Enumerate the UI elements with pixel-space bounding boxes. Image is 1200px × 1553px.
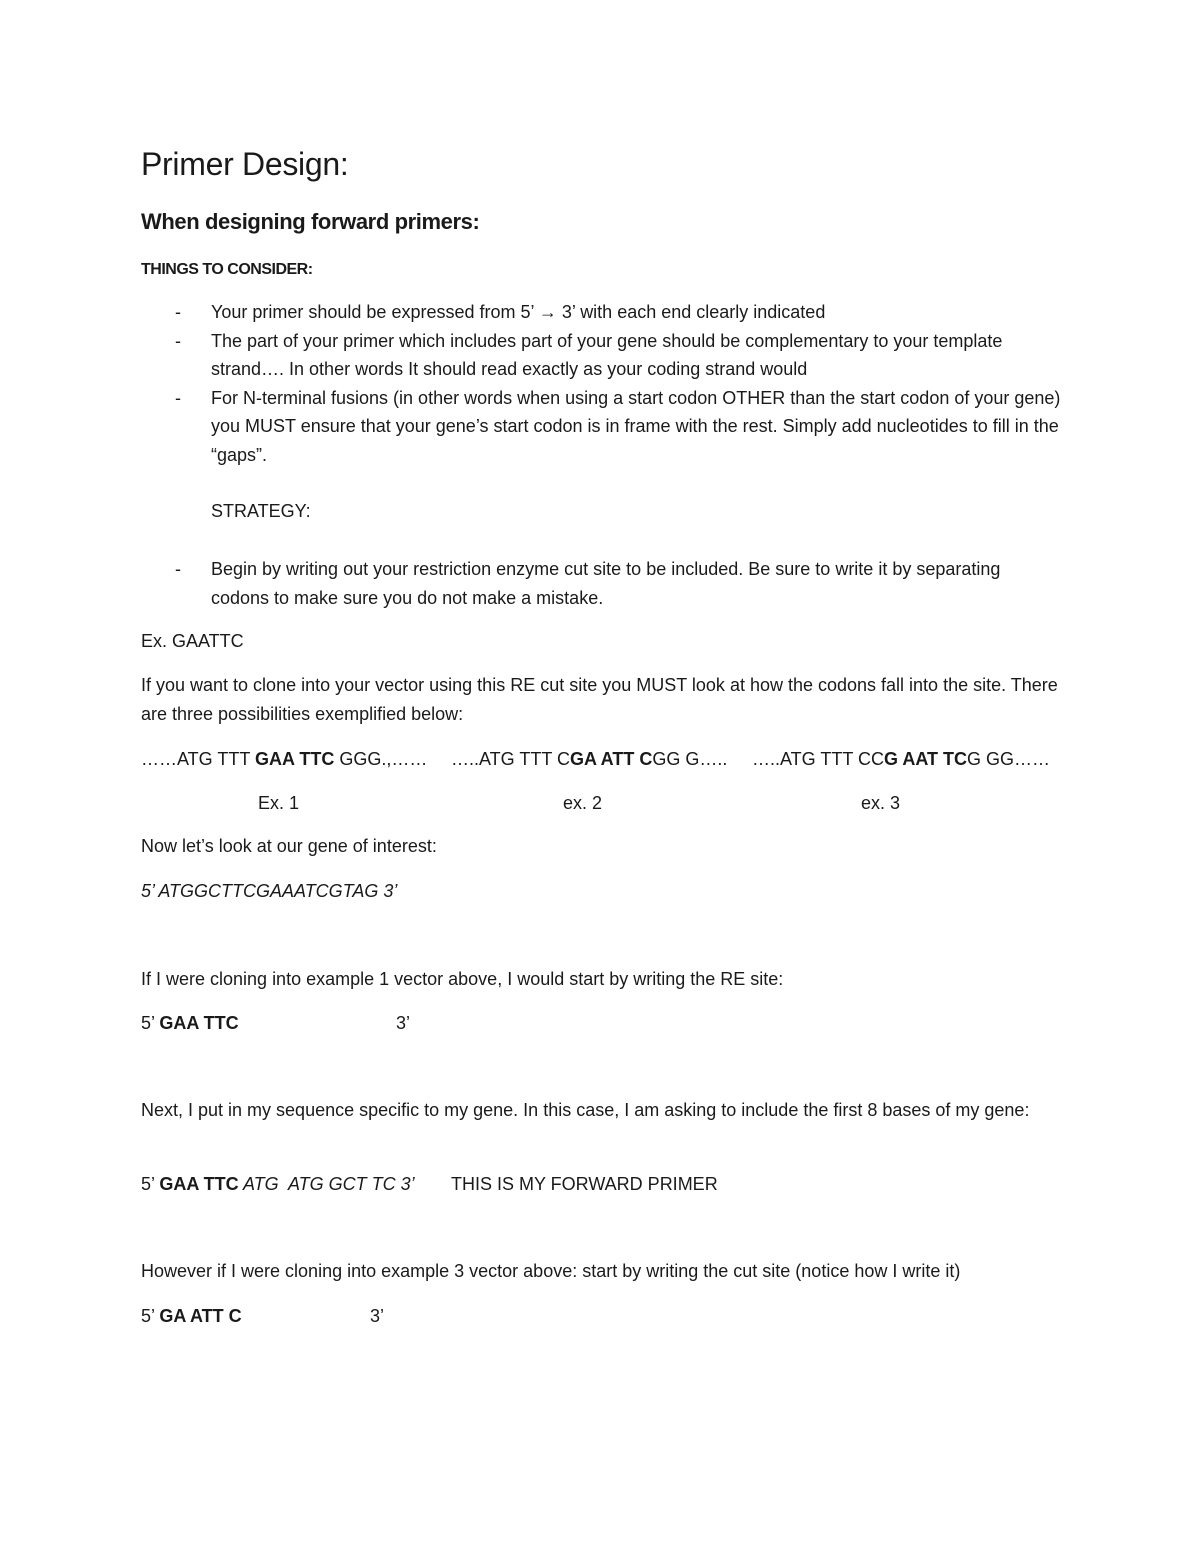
example1-intro: If I were cloning into example 1 vector above, I would start by writing the RE site: <box>141 969 784 989</box>
example-sequence-3 <box>752 745 1050 773</box>
bullet-dash: - <box>175 302 181 322</box>
clone-paragraph: If you want to clone into your vector using this RE cut site you MUST look at how the codons fall into the site. There are three possibilities exemplified below: <box>141 675 1058 724</box>
three-prime-end-1: 3’ <box>396 1013 411 1033</box>
three-prime-end-3: 3’ <box>370 1306 385 1326</box>
gene-bases: ATG ATG GCT TC 3’ <box>238 1174 415 1194</box>
seq-post: G GG…… <box>967 749 1051 769</box>
bullet-text: For N-terminal fusions (in other words when using a start codon OTHER than the start codon of your gene) you MUST ensure that your gene’s start codon is in frame with the rest. Simply add nucleotides to fill in the “gaps”. <box>211 387 1061 465</box>
re-site-line-3 <box>141 1302 242 1330</box>
bullet-dash: - <box>175 387 181 408</box>
list-item <box>141 298 1061 327</box>
example3-intro: However if I were cloning into example 3 vector above: start by writing the cut site (notice how I write it) <box>141 1261 961 1281</box>
re-site-line-1 <box>141 1009 239 1037</box>
example-label-2: ex. 2 <box>563 793 603 813</box>
re-site: GA ATT C <box>159 1306 242 1326</box>
considerations-heading: THINGS TO CONSIDER: <box>141 261 313 278</box>
seq-pre: ……ATG TTT <box>141 749 256 769</box>
five-prime: 5’ <box>141 1306 160 1326</box>
re-site: GAA TTC <box>159 1174 239 1194</box>
five-prime: 5’ <box>141 1174 160 1194</box>
seq-post: GGG.,…… <box>334 749 428 769</box>
strategy-label: STRATEGY: <box>211 501 311 521</box>
five-prime: 5’ <box>141 1013 160 1033</box>
page-title: Primer Design: <box>141 146 349 182</box>
gene-intro: Now let’s look at our gene of interest: <box>141 836 437 856</box>
example-site: Ex. GAATTC <box>141 631 244 651</box>
list-item <box>141 327 1061 384</box>
bullet-dash: - <box>175 559 181 579</box>
seq-pre: …..ATG TTT C <box>451 749 571 769</box>
forward-primer-note: THIS IS MY FORWARD PRIMER <box>451 1174 718 1194</box>
seq-site: GA ATT C <box>570 749 653 769</box>
bullet-text-pre: Your primer should be expressed from 5’ <box>211 302 539 322</box>
considerations-list <box>141 298 1061 469</box>
seq-site: G AAT TC <box>884 749 968 769</box>
list-item <box>141 384 1061 470</box>
section-heading: When designing forward primers: <box>141 209 480 234</box>
example-sequence-2 <box>451 745 727 773</box>
list-item <box>141 555 1061 612</box>
seq-site: GAA TTC <box>255 749 335 769</box>
re-site: GAA TTC <box>159 1013 239 1033</box>
right-arrow-icon: → <box>538 302 557 322</box>
example-label-3: ex. 3 <box>861 793 901 813</box>
bullet-dash: - <box>175 330 181 351</box>
bullet-text: The part of your primer which includes part of your gene should be complementary to your template strand…. In other words It should read exactly as your coding strand would <box>211 330 1003 379</box>
forward-primer-line <box>141 1170 415 1198</box>
example-sequence-1 <box>141 745 427 773</box>
next-paragraph: Next, I put in my sequence specific to my gene. In this case, I am asking to include the first 8 bases of my gene: <box>141 1100 1030 1120</box>
seq-post: GG G….. <box>652 749 728 769</box>
strategy-list <box>141 555 1061 612</box>
example-label-1: Ex. 1 <box>258 793 300 813</box>
seq-pre: …..ATG TTT CC <box>752 749 885 769</box>
gene-sequence: 5’ ATGGCTTCGAAATCGTAG 3’ <box>141 881 398 901</box>
bullet-text: Begin by writing out your restriction enzyme cut site to be included. Be sure to write it by separating codons to make sure you do not make a mistake. <box>211 559 1001 608</box>
bullet-text-post: 3’ with each end clearly indicated <box>556 302 826 322</box>
